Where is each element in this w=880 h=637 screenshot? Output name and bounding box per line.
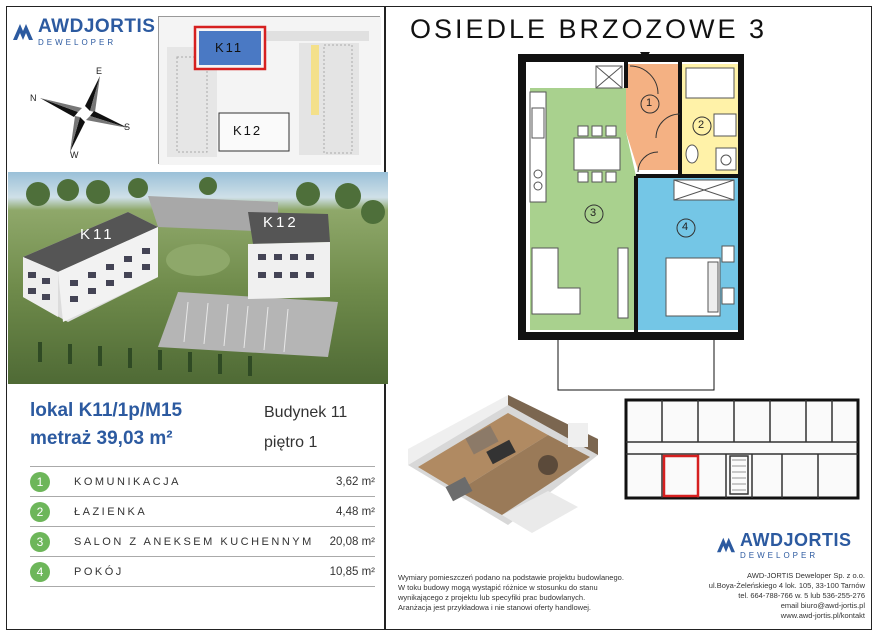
logo-mark-icon	[12, 22, 34, 42]
contact-address: ul.Boya-Żeleńskiego 4 lok. 105, 33-100 Tarnów	[708, 581, 865, 590]
room-badge: 2	[30, 502, 50, 522]
logo-top	[12, 16, 155, 47]
key-plan-drawing	[622, 396, 862, 502]
aerial-label-k12: K12	[263, 214, 299, 231]
logo-bottom	[716, 530, 852, 560]
compass-e: E	[96, 66, 103, 76]
room-name: ŁAZIENKA	[74, 505, 148, 518]
room-badge: 3	[30, 532, 50, 552]
floor-plan	[518, 52, 744, 394]
site-plan-k11: K11	[215, 40, 244, 55]
room-list	[30, 466, 375, 587]
plan-number-1: 1	[646, 97, 653, 109]
disclaimer-line: Aranżacja jest przykładowa i nie stanowi oferty handlowej.	[398, 603, 592, 612]
floor-plan-drawing	[518, 52, 744, 394]
room-area: 20,08 m²	[329, 535, 375, 548]
plan-number-3: 3	[590, 207, 597, 219]
compass-w: W	[70, 150, 79, 160]
disclaimer-line: Wymiary pomieszczeń podano na podstawie projektu budowlanego.	[398, 573, 624, 582]
site-plan-drawing	[159, 17, 381, 165]
floor-label: piętro 1	[264, 434, 318, 451]
room-area: 10,85 m²	[329, 565, 375, 578]
room-area: 4,48 m²	[336, 505, 375, 518]
unit-area: metraż 39,03 m²	[30, 428, 173, 449]
room-badge: 4	[30, 562, 50, 582]
aerial-label-k11: K11	[80, 226, 115, 243]
isometric-drawing	[398, 395, 603, 543]
room-badge: 1	[30, 472, 50, 492]
contact-website[interactable]: www.awd-jortis.pl/kontakt	[780, 611, 865, 620]
room-row	[30, 557, 375, 587]
compass-s: S	[124, 122, 131, 132]
building-label: Budynek 11	[264, 404, 348, 421]
site-plan-k12: K12	[233, 123, 263, 138]
aerial-render	[8, 172, 388, 384]
compass-rose-icon	[30, 66, 140, 162]
contact-info	[680, 571, 865, 621]
contact-phone: tel. 664-788-766 w. 5 lub 536-255-276	[738, 591, 865, 600]
contact-company: AWD-JORTIS Deweloper Sp. z o.o.	[747, 571, 865, 580]
room-name: KOMUNIKACJA	[74, 475, 181, 488]
room-name: POKÓJ	[74, 565, 124, 578]
contact-email[interactable]: email biuro@awd-jortis.pl	[780, 601, 865, 610]
plan-number-4: 4	[682, 221, 689, 233]
compass	[30, 66, 140, 162]
logo-sub: DEWELOPER	[38, 38, 117, 47]
room-row	[30, 527, 375, 557]
room-row	[30, 497, 375, 527]
room-row	[30, 467, 375, 497]
aerial-scene	[8, 172, 388, 384]
key-plan	[622, 396, 862, 502]
disclaimer-line: W toku budowy mogą wystąpić różnice w stosunku do stanu	[398, 583, 598, 592]
logo-sub-bottom: DEWELOPER	[740, 551, 819, 560]
isometric-render	[398, 395, 603, 543]
logo-name: AWDJORTIS	[38, 16, 156, 37]
room-area: 3,62 m²	[336, 475, 375, 488]
logo-name-bottom: AWDJORTIS	[740, 530, 852, 550]
disclaimer-line: wynikającego z projektu lub specyfiki prac budowlanych.	[398, 593, 586, 602]
room-name: SALON Z ANEKSEM KUCHENNYM	[74, 535, 314, 548]
unit-number: lokal K11/1p/M15	[30, 400, 183, 421]
page-title: OSIEDLE BRZOZOWE 3	[410, 14, 768, 44]
site-plan	[158, 16, 380, 164]
plan-number-2: 2	[698, 119, 705, 131]
logo-mark-icon	[716, 536, 736, 554]
disclaimer	[398, 573, 628, 613]
compass-n: N	[30, 93, 37, 103]
